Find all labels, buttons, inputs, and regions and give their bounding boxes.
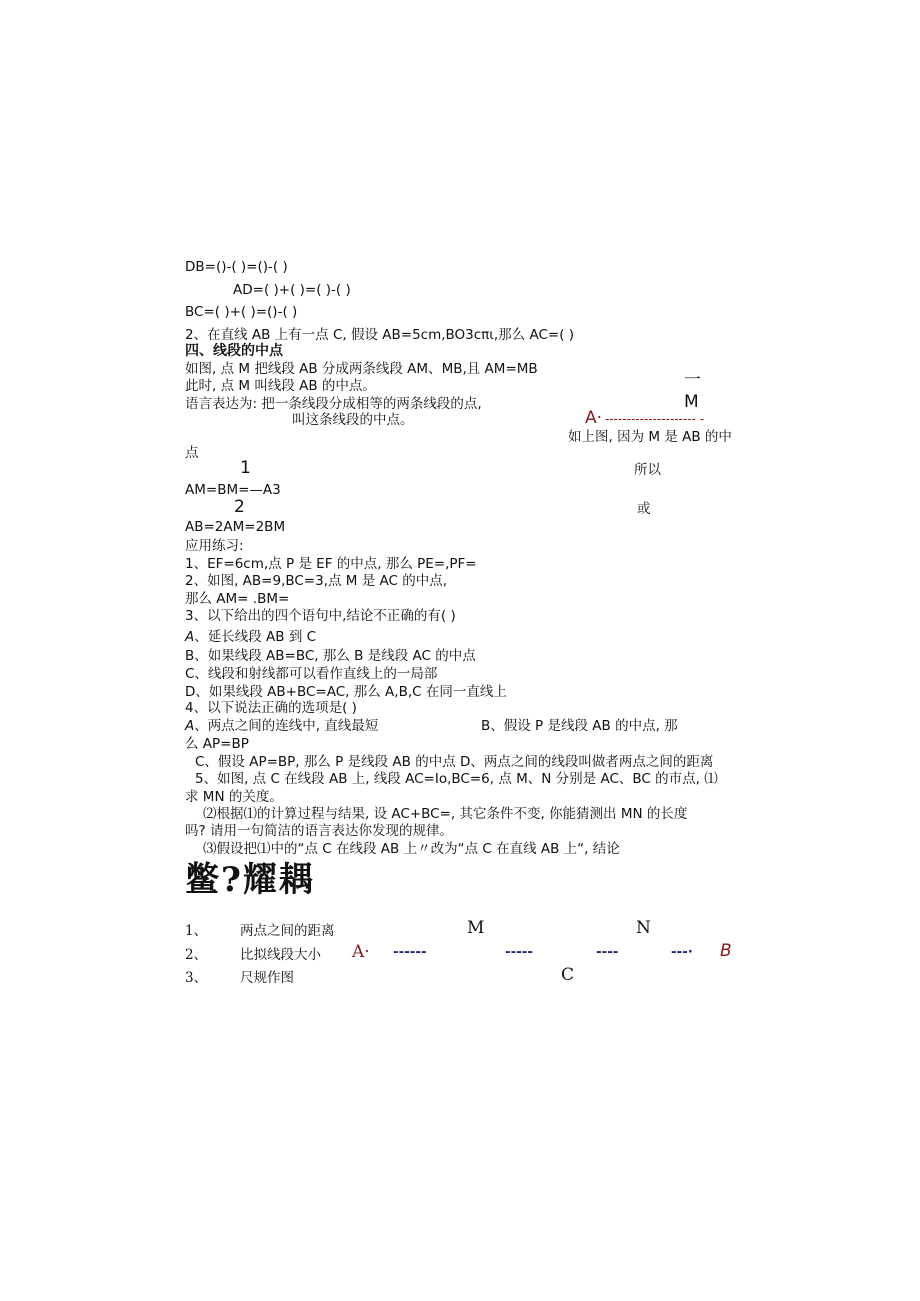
option-a: [185, 629, 316, 645]
formula-line: AB=2AM=2BM: [185, 519, 286, 535]
exercise-5-part3: ⑶假设把⑴中的“点 C 在线段 AB 上〃改为“点 C 在直线 AB 上“, 结论: [203, 841, 620, 857]
figure-segment-cn: ----: [596, 944, 619, 960]
paragraph-line: 此时, 点 M 叫线段 AB 的中点。: [185, 378, 376, 394]
option-d: D、如果线段 AB+BC=AC, 那么 A,B,C 在同一直线上: [185, 684, 507, 700]
option-text: 、延长线段 AB 到 C: [194, 629, 317, 645]
paragraph-line: 所以: [634, 462, 661, 478]
section-heading: 四、线段的中点: [185, 343, 283, 359]
exercise-5-part1: 求 MN 的关度。: [185, 789, 283, 805]
summary-title: 鳖?耀耦: [185, 860, 315, 900]
exercise-1: 1、EF=6cm,点 P 是 EF 的中点, 那么 PE=,PF=: [185, 556, 477, 572]
paragraph-line: 如上图, 因为 M 是 AB 的中: [568, 429, 732, 445]
option-text: 、两点之间的连线中, 直线最短: [194, 718, 379, 734]
figure-label-m: M: [684, 392, 699, 412]
option-letter: A: [185, 718, 195, 734]
paragraph-line: 或: [637, 501, 651, 517]
figure-label-c: C: [561, 965, 575, 985]
option-b-continued: 么 AP=BP: [185, 736, 249, 752]
list-item-text: 比拟线段大小: [240, 947, 321, 963]
exercise-3: 3、以下给出的四个语句中,结论不正确的有( ): [185, 608, 456, 624]
option-c-d: C、假设 AP=BP, 那么 P 是线段 AB 的中点 D、两点之间的线段叫做者两点之间的距离: [195, 754, 714, 770]
exercise-5-part2-cont: 吗? 请用一句简洁的语言表达你发现的规律。: [185, 823, 453, 839]
paragraph-line: 点: [185, 445, 199, 461]
figure-segment-mc: -----: [505, 944, 534, 960]
figure-segment-nb: ---·: [671, 944, 693, 960]
list-item-number: 3、: [185, 970, 208, 986]
eq-ad: AD=( )+( )=( )-( ): [233, 282, 351, 298]
exercise-5-part2: ⑵根据⑴的计算过程与结果, 设 AC+BC=, 其它条件不变, 你能猜测出 MN 的长度: [203, 806, 688, 822]
eq-db: DB=()-( )=()-( ): [185, 259, 288, 275]
option-b: B、假设 P 是线段 AB 的中点, 那: [481, 718, 678, 734]
list-item-number: 1、: [185, 923, 208, 939]
fraction-numerator: 1: [240, 458, 251, 478]
figure-label-n: N: [636, 918, 651, 938]
figure-tick: 一: [684, 370, 701, 390]
exercise-2-answer: 那么 AM= .BM=: [185, 591, 290, 607]
figure-label-a: A·: [352, 942, 370, 962]
list-item-text: 尺规作图: [240, 970, 294, 986]
figure-label-b: B: [720, 941, 732, 961]
option-b: B、如果线段 AB=BC, 那么 B 是线段 AC 的中点: [185, 648, 476, 664]
exercise-2: 2、如图, AB=9,BC=3,点 M 是 AC 的中点,: [185, 573, 448, 589]
list-item-number: 2、: [185, 947, 208, 963]
fraction-denominator: 2: [234, 497, 245, 517]
option-c: C、线段和射线都可以看作直线上的一局部: [185, 666, 438, 682]
eq-bc: BC=( )+( )=()-( ): [185, 304, 298, 320]
paragraph-line: 叫这条线段的中点。: [292, 412, 414, 428]
paragraph-line: 语言表达为: 把一条线段分成相等的两条线段的点,: [185, 396, 482, 412]
figure-label-m: M: [467, 918, 485, 938]
exercise-4: 4、以下说法正确的选项是( ): [185, 700, 357, 716]
figure-segment-am: ------: [393, 944, 427, 960]
exercise-5: 5、如图, 点 C 在线段 AB 上, 线段 AC=Io,BC=6, 点 M、N 分别是 AC、BC 的市点, ⑴: [195, 771, 718, 787]
option-a: [185, 718, 378, 734]
formula-line: AM=BM=—A3: [185, 482, 281, 498]
list-item-text: 两点之间的距离: [240, 923, 335, 939]
option-letter: A: [185, 629, 195, 645]
question-2: 2、在直线 AB 上有一点 C, 假设 AB=5cm,BO3cπι,那么 AC=( ): [185, 327, 575, 343]
figure-segment-line: --------------------- -: [605, 412, 705, 426]
paragraph-line: 如图, 点 M 把线段 AB 分成两条线段 AM、MB,且 AM=MB: [185, 361, 538, 377]
exercise-heading: 应用练习:: [185, 538, 244, 554]
figure-label-a: A·: [585, 408, 603, 428]
